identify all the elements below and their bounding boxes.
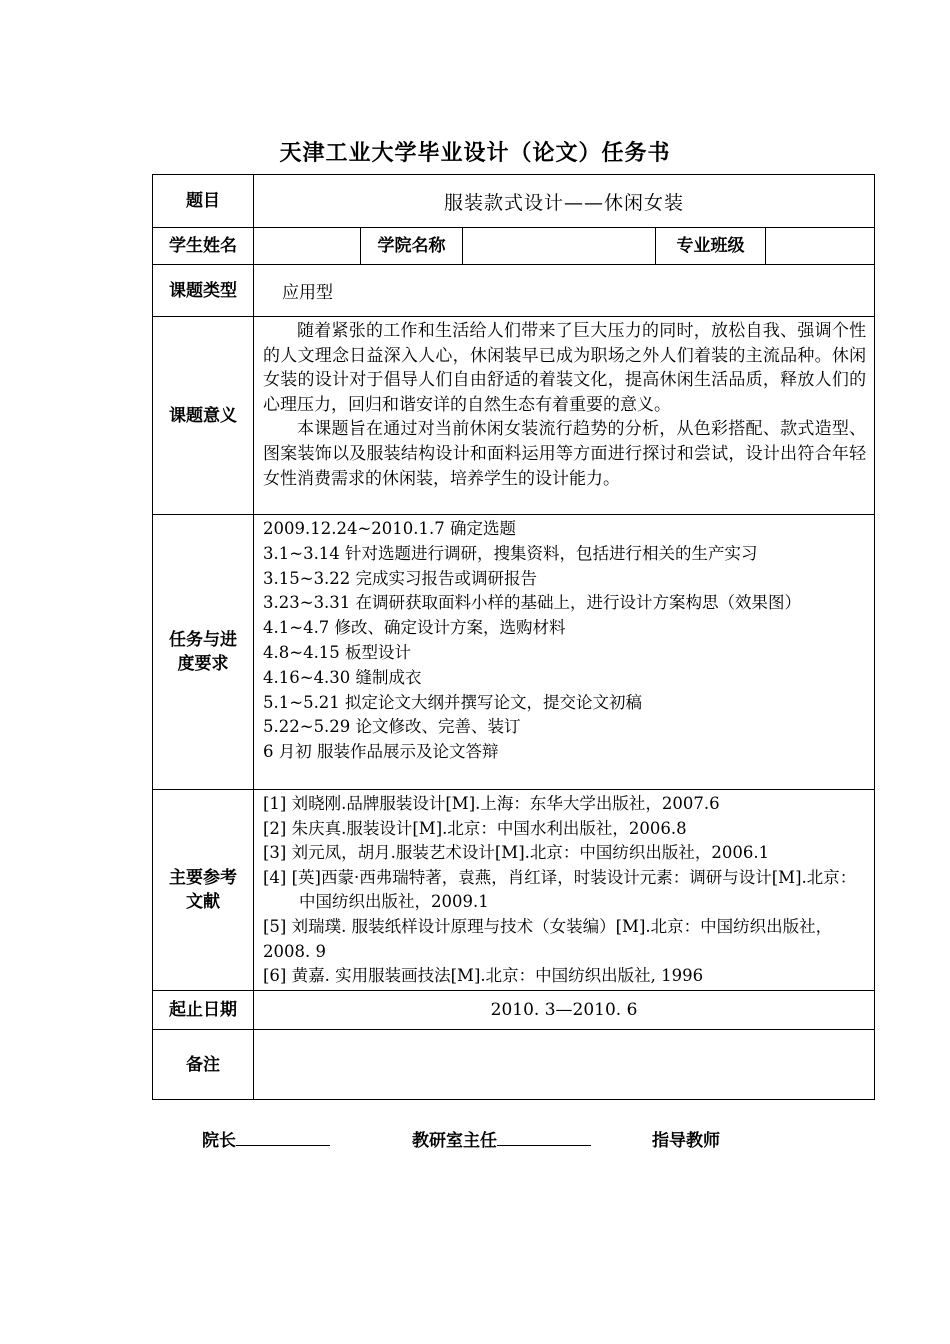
reference-item: [3] 刘元凤，胡月.服装艺术设计[M].北京：中国纺织出版社，2006.1 xyxy=(263,843,770,863)
tasks-label-line1: 任务与进 xyxy=(169,630,237,650)
office-director-signature-line[interactable] xyxy=(497,1127,591,1146)
reference-item: [6] 黄嘉. 实用服装画技法[M].北京：中国纺织出版社, 1996 xyxy=(263,966,704,986)
tasks-label xyxy=(153,515,254,790)
advisor-label: 指导教师 xyxy=(652,1131,720,1151)
tasks-row xyxy=(153,515,875,790)
college-name-label: 学院名称 xyxy=(361,228,463,265)
task-item: 2009.12.24~2010.1.7 确定选题 xyxy=(263,519,517,538)
class-label: 专业班级 xyxy=(656,228,766,265)
type-label: 课题类型 xyxy=(153,265,254,317)
meaning-row xyxy=(153,317,875,515)
class-field[interactable] xyxy=(766,228,875,265)
dean-label: 院长 xyxy=(202,1131,236,1151)
student-name-field[interactable] xyxy=(254,228,361,265)
meaning-paragraph-2: 本课题旨在通过对当前休闲女装流行趋势的分析，从色彩搭配、款式造型、图案装饰以及服装结构设计和面料运用等方面进行探讨和尝试，设计出符合年轻女性消费需求的休闲装，培养学生的设计能力。 xyxy=(263,419,867,489)
notes-field[interactable] xyxy=(254,1030,875,1100)
office-director-label: 教研室主任 xyxy=(412,1131,497,1151)
topic-row xyxy=(153,175,875,228)
dates-row xyxy=(153,991,875,1030)
task-item: 4.8~4.15 板型设计 xyxy=(263,642,412,662)
references-content xyxy=(254,790,875,991)
topic-value: 服装款式设计——休闲女装 xyxy=(254,175,875,228)
tasks-label-line2: 度要求 xyxy=(177,654,229,674)
task-item: 4.1~4.7 修改、确定设计方案，选购材料 xyxy=(263,618,566,638)
college-name-field[interactable] xyxy=(463,228,656,265)
reference-item: [1] 刘晓刚.品牌服装设计[M].上海：东华大学出版社，2007.6 xyxy=(263,794,720,813)
references-row xyxy=(153,790,875,991)
student-row xyxy=(153,228,875,265)
dates-value: 2010. 3—2010. 6 xyxy=(254,991,875,1030)
notes-label: 备注 xyxy=(153,1030,254,1100)
task-item: 3.23~3.31 在调研获取面料小样的基础上，进行设计方案构思（效果图） xyxy=(263,593,802,613)
task-item: 3.1~3.14 针对选题进行调研，搜集资料，包括进行相关的生产实习 xyxy=(263,543,758,563)
tasks-content xyxy=(254,515,875,790)
task-item: 3.15~3.22 完成实习报告或调研报告 xyxy=(263,568,538,588)
reference-item: [2] 朱庆真.服装设计[M].北京：中国水利出版社，2006.8 xyxy=(263,818,687,838)
task-item: 6 月初 服装作品展示及论文答辩 xyxy=(263,742,499,762)
office-director-signature xyxy=(412,1126,591,1151)
topic-label: 题目 xyxy=(153,175,254,228)
advisor-signature xyxy=(652,1126,720,1151)
dates-label: 起止日期 xyxy=(153,991,254,1030)
task-item: 5.1~5.21 拟定论文大纲并撰写论文，提交论文初稿 xyxy=(263,692,643,712)
task-item: 5.22~5.29 论文修改、完善、装订 xyxy=(263,717,521,737)
type-value: 应用型 xyxy=(254,265,875,317)
reference-item: [4] [英]西蒙·西弗瑞特著，袁燕，肖红译，时装设计元素：调研与设计[M].北京：中国纺织出版社，2009.1 xyxy=(263,867,857,912)
meaning-content xyxy=(254,317,875,515)
type-row xyxy=(153,265,875,317)
reference-list xyxy=(254,790,874,989)
notes-row xyxy=(153,1030,875,1100)
dean-signature-line[interactable] xyxy=(236,1127,330,1146)
task-list xyxy=(254,515,874,765)
dean-signature xyxy=(202,1126,330,1151)
task-form-table xyxy=(152,174,875,1100)
meaning-paragraph-1: 随着紧张的工作和生活给人们带来了巨大压力的同时，放松自我、强调个性的人文理念日益深入人心，休闲装早已成为职场之外人们着装的主流品种。休闲女装的设计对于倡导人们自由舒适的着装文化，提高休闲生活品质，释放人们的心理压力，回归和谐安详的自然生态有着重要的意义。 xyxy=(263,321,867,415)
references-label xyxy=(153,790,254,991)
references-label-line2: 文献 xyxy=(186,892,220,912)
meaning-label: 课题意义 xyxy=(153,317,254,515)
document-title: 天津工业大学毕业设计（论文）任务书 xyxy=(279,141,671,166)
task-item: 4.16~4.30 缝制成衣 xyxy=(263,667,422,687)
references-label-line1: 主要参考 xyxy=(169,868,237,888)
reference-item: [5] 刘瑞璞. 服装纸样设计原理与技术（女装编）[M].北京：中国纺织出版社，2008. 9 xyxy=(263,916,833,961)
student-name-label: 学生姓名 xyxy=(153,228,254,265)
